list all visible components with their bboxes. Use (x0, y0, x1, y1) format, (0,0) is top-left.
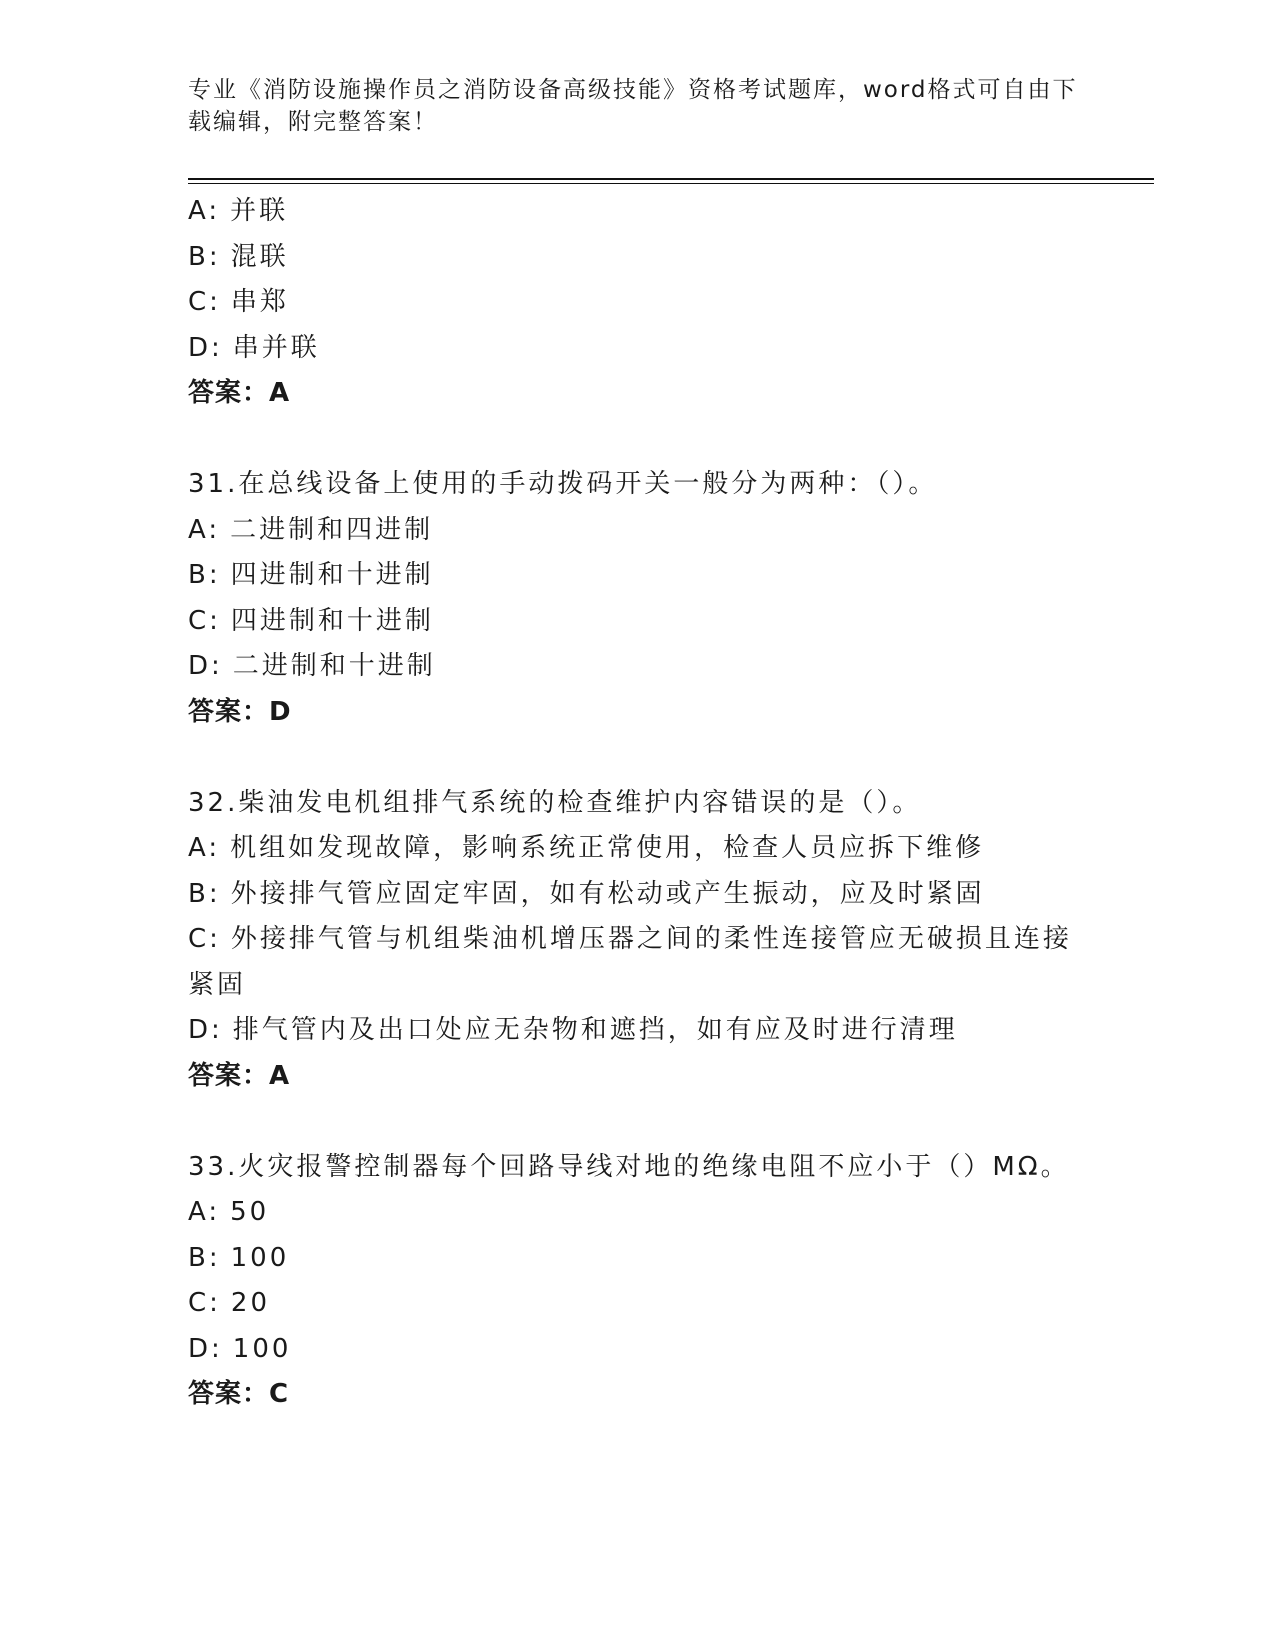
option-letter: D: (188, 1015, 223, 1045)
option-text: 二进制和十进制 (232, 651, 436, 681)
option-letter: C: (188, 1288, 221, 1318)
option-text: 二进制和四进制 (230, 514, 434, 545)
option-a (188, 826, 1088, 872)
option-c-continuation: 紧固 (188, 969, 247, 1000)
header-line-2: 载编辑，附完整答案！ (188, 109, 438, 135)
option-a (188, 189, 1088, 235)
option-text: 20 (230, 1288, 271, 1318)
option-b (188, 235, 1088, 281)
answer-line: 答案：A (188, 378, 291, 408)
option-text: 四进制和十进制 (230, 560, 434, 590)
option-a (188, 1190, 1088, 1236)
option-letter: B: (188, 878, 221, 909)
question-block-31 (188, 462, 1088, 735)
option-letter: D: (188, 332, 223, 363)
spacer (188, 1099, 1088, 1145)
option-letter: A: (188, 514, 221, 545)
question-block-33 (188, 1145, 1088, 1418)
option-c (188, 280, 1088, 326)
question-block-32 (188, 781, 1088, 1100)
option-c (188, 599, 1088, 645)
option-d (188, 644, 1088, 690)
option-text: 四进制和十进制 (230, 605, 434, 636)
option-b (188, 872, 1088, 918)
option-text: 串并联 (232, 332, 320, 363)
option-text: 机组如发现故障，影响系统正常使用，检查人员应拆下维修 (230, 833, 985, 863)
spacer (188, 735, 1088, 781)
header-rule-thin (188, 183, 1154, 184)
option-letter: B: (188, 560, 221, 590)
option-b (188, 1236, 1088, 1282)
option-b (188, 553, 1088, 599)
option-letter: C: (188, 605, 221, 636)
option-letter: D: (188, 651, 223, 681)
option-d (188, 326, 1088, 372)
question-block-prev (188, 189, 1088, 417)
option-letter: D: (188, 1333, 223, 1364)
question-stem: 31.在总线设备上使用的手动拨码开关一般分为两种：（）。 (188, 469, 938, 499)
option-text: 混联 (230, 241, 289, 272)
option-text: 排气管内及出口处应无杂物和遮挡，如有应及时进行清理 (232, 1015, 958, 1045)
option-letter: A: (188, 1197, 221, 1227)
document-header (188, 74, 1088, 138)
option-a (188, 508, 1088, 554)
option-letter: B: (188, 1242, 221, 1273)
option-letter: B: (188, 241, 221, 272)
option-text: 50 (230, 1197, 270, 1227)
option-letter: A: (188, 196, 221, 226)
option-letter: C: (188, 924, 221, 954)
option-c (188, 917, 1088, 963)
header-rule-thick (188, 178, 1154, 180)
question-stem: 33.火灾报警控制器每个回路导线对地的绝缘电阻不应小于（）MΩ。 (188, 1151, 1070, 1182)
option-c (188, 1281, 1088, 1327)
option-text: 100 (230, 1242, 290, 1273)
option-letter: A: (188, 833, 221, 863)
question-stem: 32.柴油发电机组排气系统的检查维护内容错误的是（）。 (188, 787, 922, 818)
option-text: 外接排气管应固定牢固，如有松动或产生振动，应及时紧固 (230, 878, 985, 909)
option-text: 100 (232, 1333, 292, 1364)
option-letter: C: (188, 287, 221, 317)
option-d (188, 1327, 1088, 1373)
question-content (188, 189, 1088, 1418)
answer-line: 答案：C (188, 1379, 290, 1409)
option-text: 串郑 (230, 287, 289, 317)
spacer (188, 417, 1088, 463)
header-line-1: 专业《消防设施操作员之消防设备高级技能》资格考试题库，word格式可自由下 (188, 77, 1078, 103)
answer-line: 答案：D (188, 696, 292, 727)
option-text: 外接排气管与机组柴油机增压器之间的柔性连接管应无破损且连接 (230, 924, 1072, 954)
option-d (188, 1008, 1088, 1054)
answer-line: 答案：A (188, 1060, 291, 1091)
option-text: 并联 (230, 196, 289, 226)
